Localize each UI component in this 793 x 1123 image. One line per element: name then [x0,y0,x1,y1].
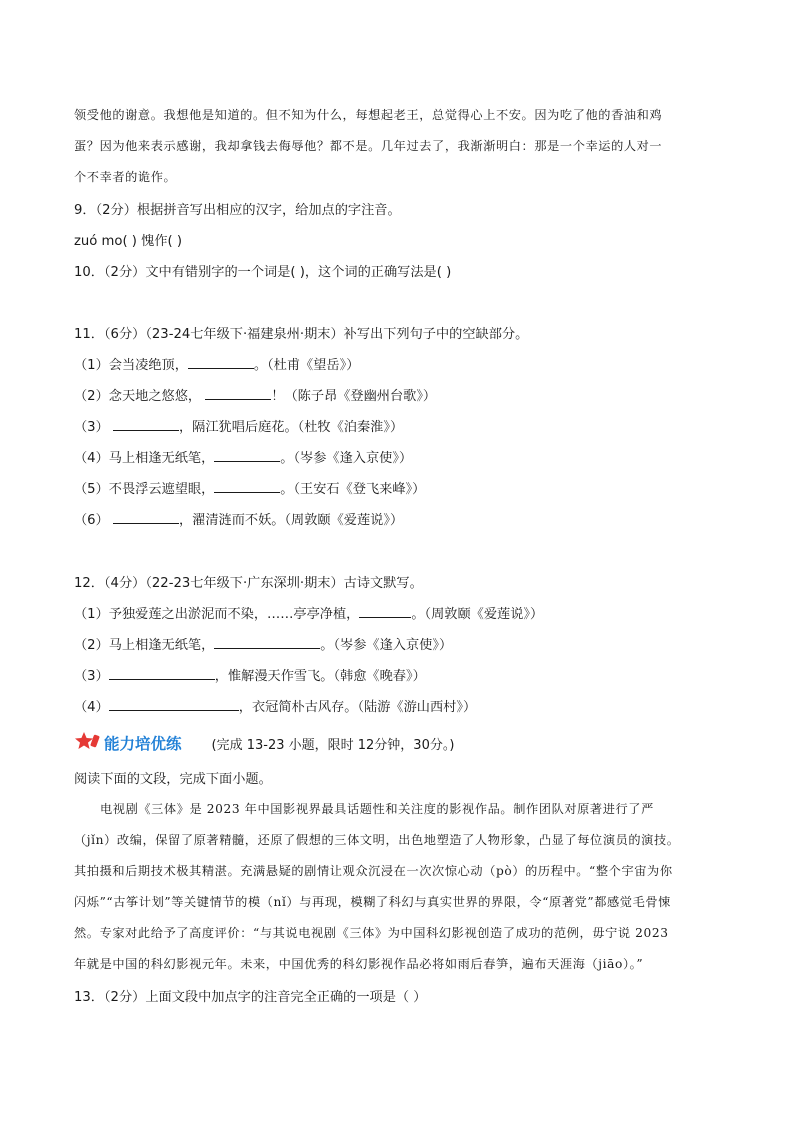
question-12-stem: 12．（4分）（22-23七年级下·广东深圳·期末）古诗文默写。 [74,576,423,591]
q12-item-1-post: 。（周敦颐《爱莲说》） [411,607,544,622]
q12-item-1 [74,603,543,622]
reading-line-6: 年就是中国的科幻影视元年。未来，中国优秀的科幻影视作品必将如雨后春笋，遍布天涯海（jiāo）。” [74,957,644,971]
blank-6[interactable] [113,510,179,524]
q11-item-6-post: ，濯清涟而不妖。（周敦颐《爱莲说》） [178,513,404,528]
q12-item-1-pre: （1）予独爱莲之出淤泥而不染，……亭亭净植， [74,607,360,622]
q11-item-2-post: ！（陈子昂《登幽州台歌》） [271,389,437,404]
blank-10[interactable] [109,697,239,711]
reading-line-2: （jǐn）改编，保留了原著精髓，还原了假想的三体文明，出色地塑造了人物形象，凸显了每位演员的演技。 [74,833,680,847]
blank-1[interactable] [188,355,254,369]
q12-item-3 [74,665,426,684]
q11-item-5-pre: （5）不畏浮云遮望眼， [74,482,215,497]
q11-item-5 [74,478,425,497]
blank-8[interactable] [214,635,320,649]
blank-7[interactable] [359,604,411,618]
q11-item-2-pre: （2）念天地之悠悠， [74,389,202,404]
q12-item-2 [74,634,452,653]
q11-item-3 [74,416,403,435]
q11-item-6-pre: （6） [74,513,109,528]
q11-item-1-pre: （1）会当凌绝顶， [74,358,188,373]
q11-item-4-post: 。（岑参《逢入京使》） [280,451,413,466]
q11-item-4-pre: （4）马上相逢无纸笔， [74,451,215,466]
q11-item-1-post: 。（杜甫《望岳》） [253,358,360,373]
q11-item-3-pre: （3） [74,420,109,435]
reading-line-4: 闪烁”“古筝计划”等关键情节的模（nǐ）与再现，模糊了科幻与真实世界的界限，令“原著党”都感觉毛骨悚 [74,895,671,909]
q11-item-6 [74,509,403,528]
q12-item-3-pre: （3） [74,669,109,684]
q12-item-3-post: ，惟解漫天作雪飞。（韩愈《晚春》） [214,669,426,684]
question-10-stem: 10．（2分）文中有错别字的一个词是( )，这个词的正确写法是( ) [74,265,452,280]
reading-line-1: 电视剧《三体》是 2023 年中国影视界最具话题性和关注度的影视作品。制作团队对原著进行了严 [100,802,654,816]
q11-item-2 [74,385,436,404]
q12-item-2-pre: （2）马上相逢无纸笔， [74,638,215,653]
q11-item-1 [74,354,359,373]
section-title: 能力培优练 [104,735,182,753]
passage-line-1: 领受他的谢意。我想他是知道的。但不知为什么，每想起老王，总觉得心上不安。因为吃了他的香油和鸡 [74,108,663,122]
reading-line-5: 然。专家对此给予了高度评价：“与其说电视剧《三体》为中国科幻影视创造了成功的范例，毋宁说 2023 [74,926,669,940]
section-banner [74,732,454,754]
blank-3[interactable] [113,417,179,431]
passage-line-2: 蛋？因为他来表示感谢，我却拿钱去侮辱他？都不是。几年过去了，我渐渐明白：那是一个幸运的人对一 [74,139,663,153]
question-9-stem: 9．（2分）根据拼音写出相应的汉字，给加点的字注音。 [74,203,401,218]
red-star-icon [74,731,100,755]
blank-4[interactable] [214,448,280,462]
q12-item-4 [74,696,476,715]
q12-item-4-pre: （4） [74,700,109,715]
section-note: (完成 13-23 小题，限时 12分钟，30分。) [211,737,455,753]
passage-line-3: 个不幸者的诡作。 [74,170,177,184]
reading-line-3: 其拍摄和后期技术极其精湛。充满悬疑的剧情让观众沉浸在一次次惊心动（pò）的历程中。“整个宇宙为你 [74,864,673,878]
q12-item-4-post: ，衣冠简朴古风存。（陆游《游山西村》） [238,700,477,715]
blank-5[interactable] [214,479,280,493]
question-11-stem: 11．（6分）（23-24七年级下·福建泉州·期末）补写出下列句子中的空缺部分。 [74,327,529,342]
blank-9[interactable] [109,666,215,680]
q11-item-4 [74,447,412,466]
question-9-answer-line: zuó mo( ) 愧作( ) [74,234,182,249]
q12-item-2-post: 。（岑参《逢入京使》） [320,638,453,653]
reading-intro: 阅读下面的文段，完成下面小题。 [74,772,272,787]
blank-2[interactable] [205,386,271,400]
question-13-stem: 13．（2分）上面文段中加点字的注音完全正确的一项是（ ） [74,990,427,1005]
q11-item-3-post: ，隔江犹唱后庭花。（杜牧《泊秦淮》） [178,420,404,435]
q11-item-5-post: 。（王安石《登飞来峰》） [280,482,426,497]
